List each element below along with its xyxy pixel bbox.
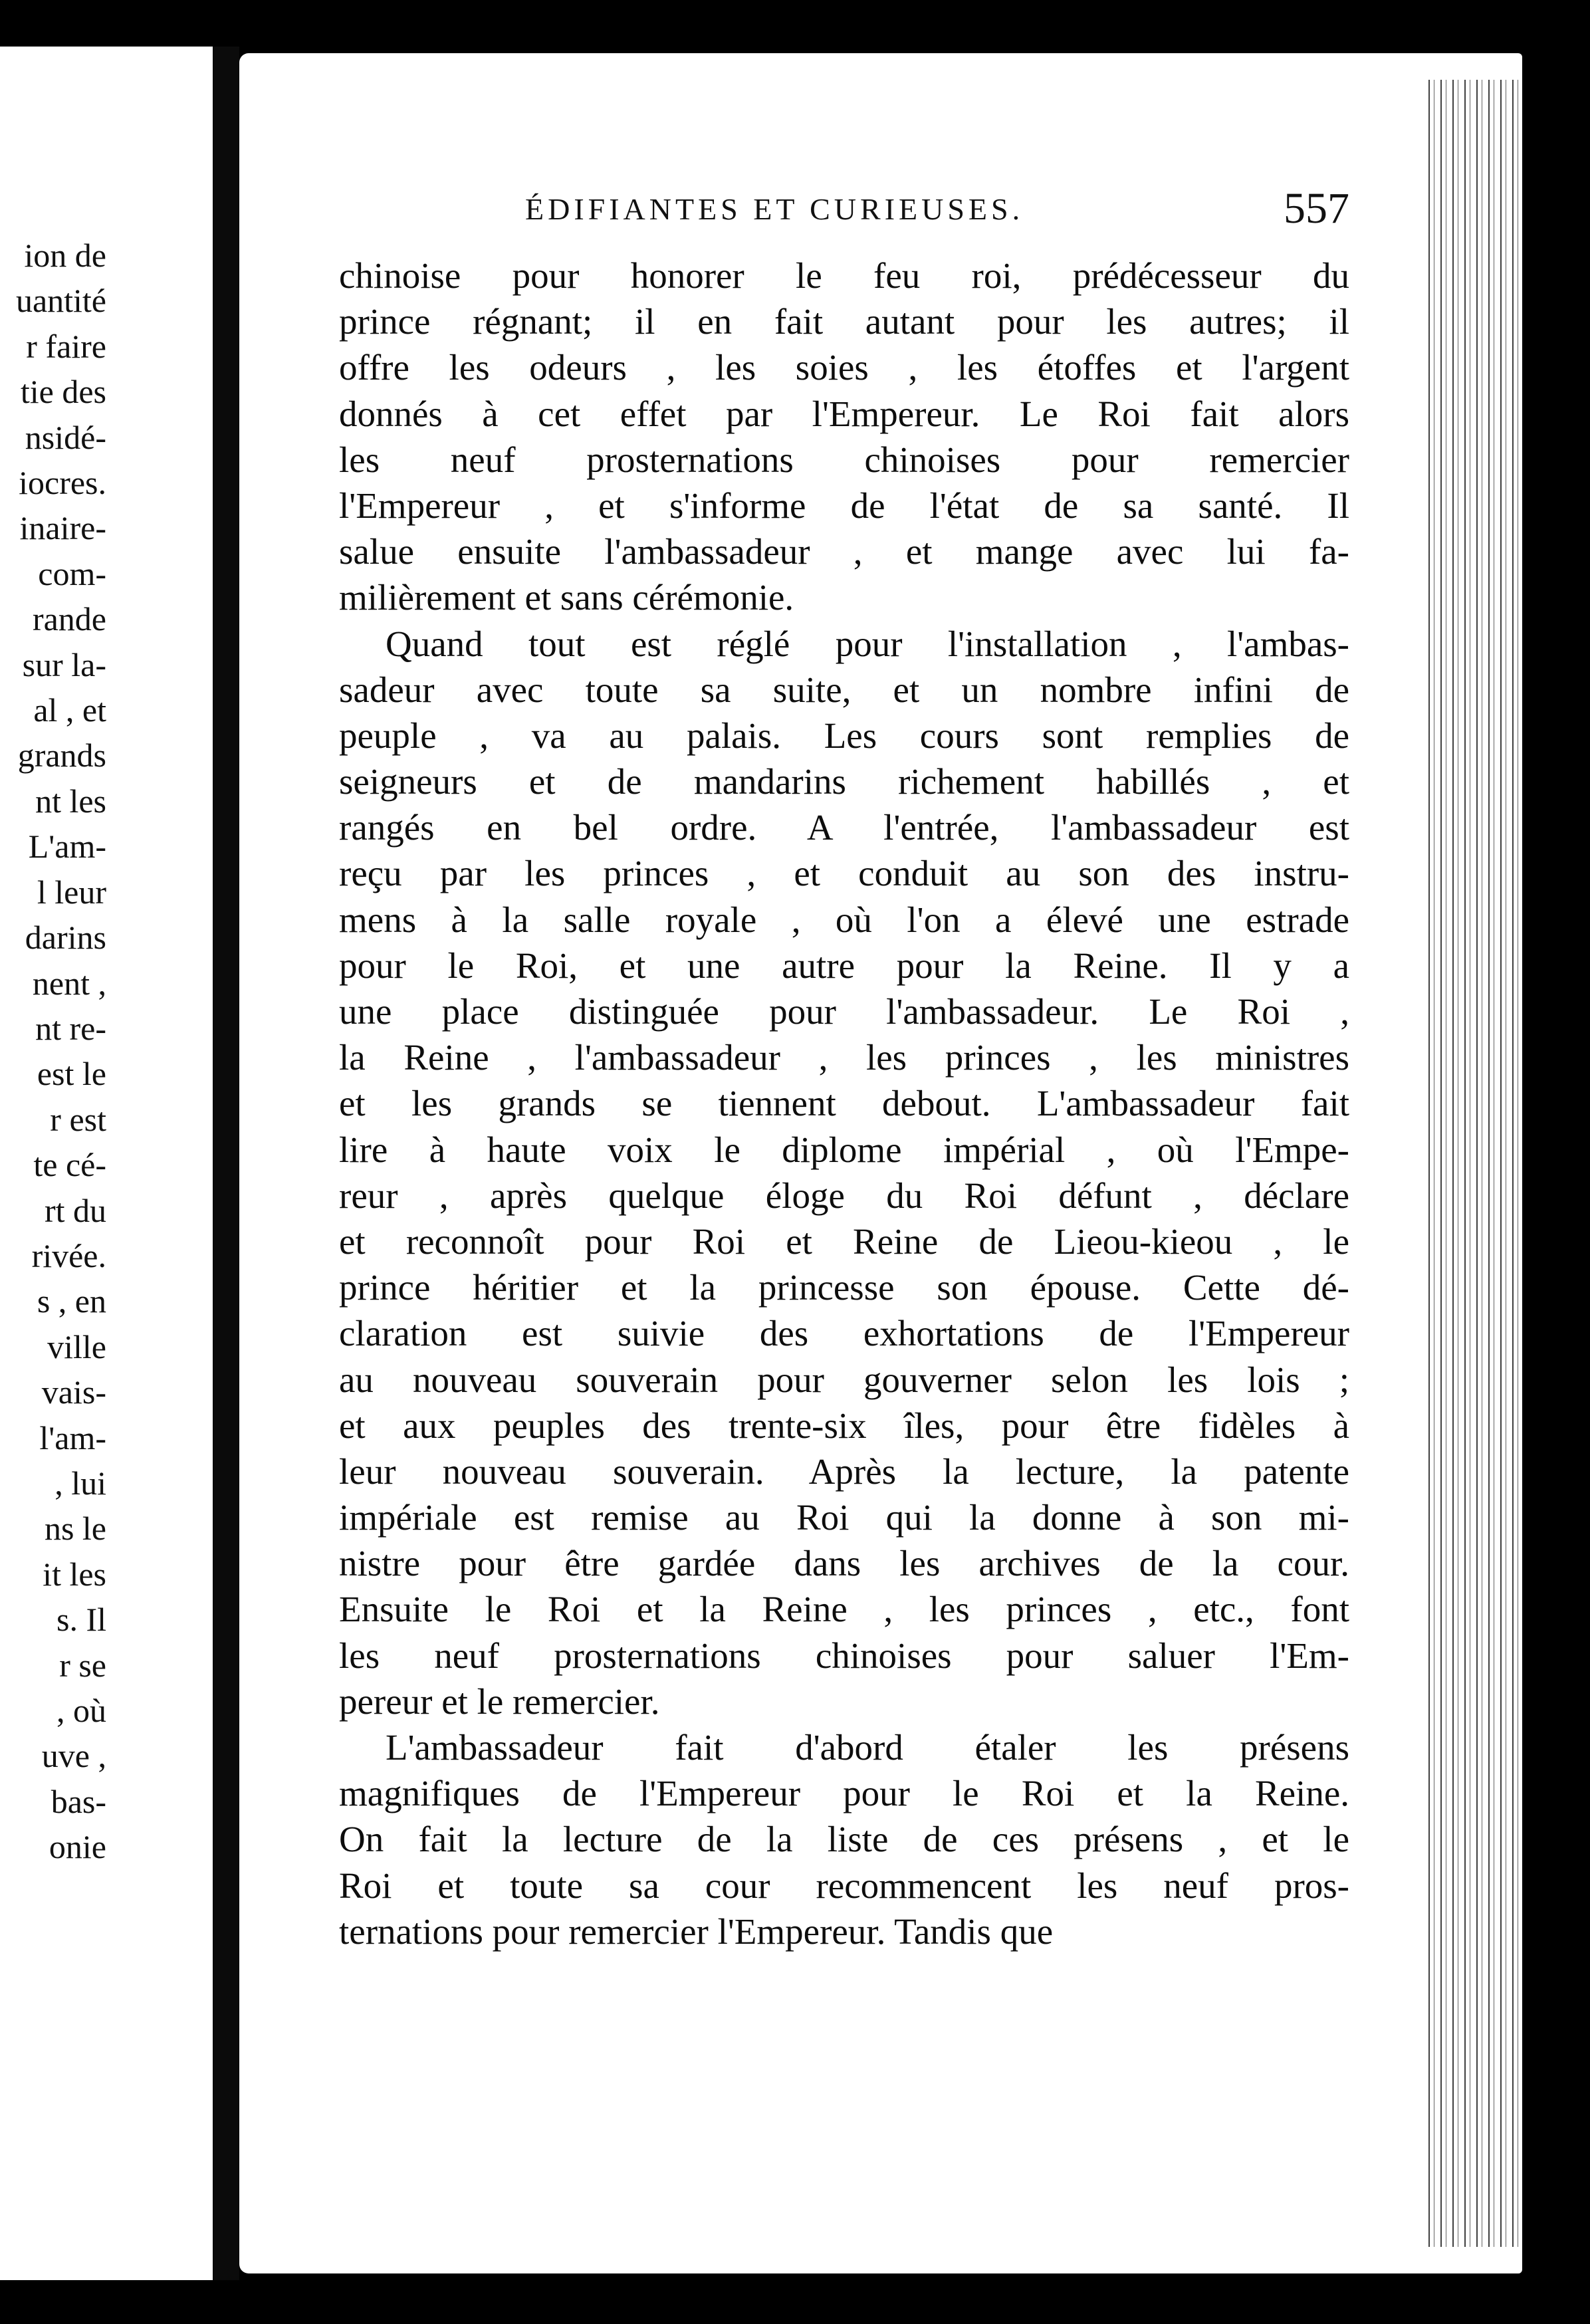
body-line: Quand tout est réglé pour l'installation , l'ambas- [386,623,1349,664]
body-line: sadeur avec toute sa suite, et un nombre infini de [339,669,1349,710]
previous-page-line: iocres. [19,464,106,502]
body-line: ternations pour remercier l'Empereur. Tandis que [339,1911,1054,1952]
body-line: nistre pour être gardée dans les archives de la cour. [339,1543,1349,1584]
previous-page-line: s. Il [57,1601,106,1639]
body-line: salue ensuite l'ambassadeur , et mange avec lui fa- [339,531,1349,572]
running-title: ÉDIFIANTES ET CURIEUSES. [525,192,1024,226]
previous-page-strip [0,47,213,2280]
body-line: magnifiques de l'Empereur pour le Roi et la Reine. [339,1773,1349,1814]
previous-page-line: rt du [44,1191,106,1229]
previous-page-line: l'am- [39,1419,106,1456]
previous-page-line: bas- [51,1782,106,1820]
previous-page-line: s , en [37,1282,106,1320]
previous-page-line: est le [37,1055,106,1093]
page-stack-edge [1422,80,1522,2247]
previous-page-line: r est [50,1100,106,1138]
previous-page-line: nsidé- [25,418,106,456]
previous-page-line: sur la- [22,645,106,683]
previous-page-line: rivée. [31,1236,106,1274]
previous-page-line: onie [49,1828,106,1866]
previous-page-line: r faire [26,327,106,365]
body-line: leur nouveau souverain. Après la lecture, la patente [339,1451,1349,1492]
current-page [239,53,1522,2273]
body-line: une place distinguée pour l'ambassadeur. Le Roi , [339,991,1349,1032]
page-number: 557 [1284,184,1349,233]
body-line: Roi et toute sa cour recommencent les neuf pros- [339,1865,1349,1906]
body-line: lire à haute voix le diplome impérial , où l'Empe- [339,1129,1349,1170]
previous-page-line: ion de [24,237,106,274]
body-line: mens à la salle royale , où l'on a élevé une estrade [339,899,1349,940]
previous-page-line: te cé- [33,1146,106,1184]
body-line: et aux peuples des trente-six îles, pour être fidèles à [339,1405,1349,1446]
body-line: les neuf prosternations chinoises pour remercier [339,439,1349,480]
body-line: pour le Roi, et une autre pour la Reine. Il y a [339,945,1349,986]
previous-page-line: ville [47,1328,106,1365]
previous-page-line: vais- [41,1373,106,1411]
body-line: reçu par les princes , et conduit au son des instru- [339,853,1349,894]
body-line: donnés à cet effet par l'Empereur. Le Roi fait alors [339,393,1349,434]
previous-page-line: nent , [32,964,106,1002]
body-line: chinoise pour honorer le feu roi, prédécesseur du [339,255,1349,296]
previous-page-line: it les [43,1555,106,1593]
body-line: offre les odeurs , les soies , les étoffes et l'argent [339,347,1349,388]
previous-page-line: , où [57,1692,106,1729]
body-line: la Reine , l'ambassadeur , les princes , les ministres [339,1037,1349,1078]
previous-page-line: uantité [15,282,106,320]
previous-page-line: L'am- [28,828,106,866]
previous-page-line: inaire- [19,509,106,547]
body-line: reur , après quelque éloge du Roi défunt , déclare [339,1175,1349,1216]
previous-page-line: nt les [35,782,106,820]
body-line: prince régnant; il en fait autant pour les autres; il [339,301,1349,342]
body-line: milièrement et sans cérémonie. [339,577,794,618]
previous-page-line: uve , [41,1737,106,1775]
body-line: Ensuite le Roi et la Reine , les princes , etc., font [339,1589,1349,1630]
previous-page-line: al , et [33,691,106,729]
previous-page-line: darins [25,919,106,957]
body-line: claration est suivie des exhortations de l'Empereur [339,1313,1349,1354]
previous-page-line: com- [38,554,106,592]
previous-page-line: , lui [55,1464,106,1502]
body-line: impériale est remise au Roi qui la donne à son mi- [339,1497,1349,1538]
previous-page-line: r se [59,1646,106,1684]
body-line: et reconnoît pour Roi et Reine de Lieou-kieou , le [339,1220,1349,1262]
body-line: On fait la lecture de la liste de ces présens , et le [339,1819,1349,1860]
body-line: rangés en bel ordre. A l'entrée, l'ambassadeur est [339,807,1349,848]
body-line: les neuf prosternations chinoises pour saluer l'Em- [339,1635,1349,1676]
book-gutter [213,47,239,2280]
previous-page-line: tie des [20,373,106,411]
running-head [525,172,1349,251]
body-line: au nouveau souverain pour gouverner selon les lois ; [339,1359,1349,1400]
previous-page-line: rande [32,600,106,638]
previous-page-line: nt re- [35,1009,106,1047]
body-line: L'ambassadeur fait d'abord étaler les présens [386,1727,1349,1768]
previous-page-line: grands [17,737,106,774]
body-line: l'Empereur , et s'informe de l'état de sa santé. Il [339,485,1349,526]
previous-page-line: ns le [44,1510,106,1548]
body-line: seigneurs et de mandarins richement habillés , et [339,761,1349,802]
page-body-text [339,253,1349,1954]
body-line: pereur et le remercier. [339,1681,660,1722]
previous-page-line: l leur [37,873,106,911]
previous-page-text [0,233,213,1870]
body-line: et les grands se tiennent debout. L'ambassadeur fait [339,1083,1349,1124]
body-line: peuple , va au palais. Les cours sont remplies de [339,715,1349,756]
body-line: prince héritier et la princesse son épouse. Cette dé- [339,1267,1349,1308]
